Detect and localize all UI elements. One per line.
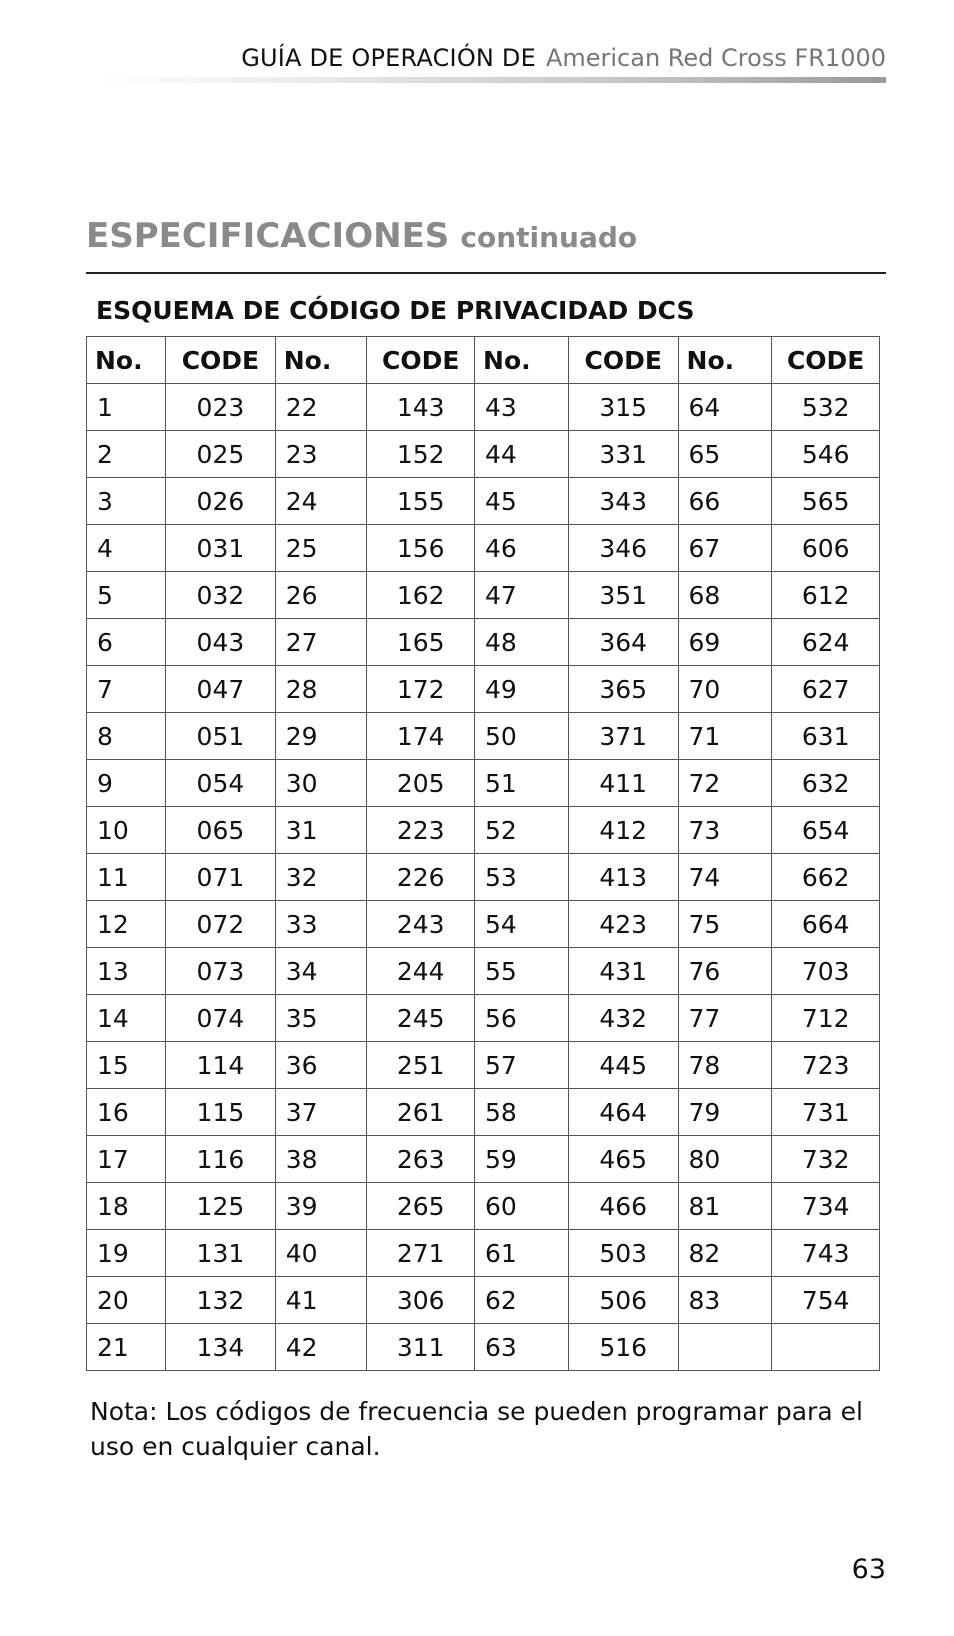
column-header: No. [87,337,166,384]
table-row [87,854,880,901]
code-cell: 114 [166,1042,276,1089]
number-cell: 26 [275,572,367,619]
table-row [87,1089,880,1136]
code-cell: 343 [568,478,678,525]
code-cell: 072 [166,901,276,948]
number-cell: 76 [678,948,772,995]
code-cell: 073 [166,948,276,995]
number-cell: 58 [475,1089,569,1136]
number-cell: 54 [475,901,569,948]
code-cell: 261 [367,1089,475,1136]
number-cell: 33 [275,901,367,948]
number-cell: 57 [475,1042,569,1089]
number-cell: 1 [87,384,166,431]
code-cell: 754 [772,1277,880,1324]
section-divider [86,272,886,274]
section-title: ESPECIFICACIONES [86,216,450,256]
code-cell: 115 [166,1089,276,1136]
table-row [87,1136,880,1183]
code-cell: 371 [568,713,678,760]
number-cell: 80 [678,1136,772,1183]
table-row [87,572,880,619]
number-cell: 20 [87,1277,166,1324]
table-row [87,1230,880,1277]
code-cell: 546 [772,431,880,478]
number-cell: 46 [475,525,569,572]
code-cell: 365 [568,666,678,713]
number-cell: 75 [678,901,772,948]
code-cell: 612 [772,572,880,619]
column-header: No. [275,337,367,384]
number-cell: 70 [678,666,772,713]
table-row [87,384,880,431]
number-cell: 24 [275,478,367,525]
number-cell: 2 [87,431,166,478]
column-header: CODE [772,337,880,384]
number-cell: 31 [275,807,367,854]
number-cell: 48 [475,619,569,666]
number-cell: 36 [275,1042,367,1089]
number-cell: 63 [475,1324,569,1371]
dcs-code-table [86,336,880,1371]
code-cell: 025 [166,431,276,478]
code-cell: 244 [367,948,475,995]
number-cell: 42 [275,1324,367,1371]
number-cell: 66 [678,478,772,525]
code-cell: 065 [166,807,276,854]
code-cell: 071 [166,854,276,901]
code-cell: 423 [568,901,678,948]
table-row [87,431,880,478]
number-cell: 61 [475,1230,569,1277]
code-cell: 432 [568,995,678,1042]
number-cell: 49 [475,666,569,713]
code-cell: 712 [772,995,880,1042]
code-cell: 331 [568,431,678,478]
code-cell: 311 [367,1324,475,1371]
number-cell: 50 [475,713,569,760]
number-cell: 68 [678,572,772,619]
table-row [87,619,880,666]
number-cell: 47 [475,572,569,619]
code-cell: 152 [367,431,475,478]
number-cell: 78 [678,1042,772,1089]
code-cell: 205 [367,760,475,807]
running-header [241,44,886,72]
number-cell: 8 [87,713,166,760]
number-cell: 73 [678,807,772,854]
table-row [87,1277,880,1324]
number-cell: 19 [87,1230,166,1277]
number-cell: 83 [678,1277,772,1324]
code-cell: 346 [568,525,678,572]
code-cell: 364 [568,619,678,666]
number-cell: 35 [275,995,367,1042]
code-cell: 731 [772,1089,880,1136]
number-cell: 28 [275,666,367,713]
table-row [87,760,880,807]
code-cell: 627 [772,666,880,713]
number-cell: 74 [678,854,772,901]
number-cell: 22 [275,384,367,431]
number-cell: 15 [87,1042,166,1089]
number-cell: 10 [87,807,166,854]
code-cell: 723 [772,1042,880,1089]
code-cell: 143 [367,384,475,431]
column-header: CODE [367,337,475,384]
number-cell: 51 [475,760,569,807]
code-cell [772,1324,880,1371]
code-cell: 654 [772,807,880,854]
number-cell: 32 [275,854,367,901]
code-cell: 411 [568,760,678,807]
code-cell: 743 [772,1230,880,1277]
code-cell: 132 [166,1277,276,1324]
number-cell: 65 [678,431,772,478]
code-cell: 466 [568,1183,678,1230]
code-cell: 155 [367,478,475,525]
table-row [87,995,880,1042]
code-cell: 445 [568,1042,678,1089]
table-row [87,666,880,713]
table-row [87,525,880,572]
number-cell: 41 [275,1277,367,1324]
number-cell: 30 [275,760,367,807]
code-cell: 306 [367,1277,475,1324]
number-cell: 71 [678,713,772,760]
code-cell: 125 [166,1183,276,1230]
section-heading [86,216,637,256]
number-cell: 3 [87,478,166,525]
number-cell: 62 [475,1277,569,1324]
number-cell: 64 [678,384,772,431]
code-cell: 134 [166,1324,276,1371]
code-cell: 412 [568,807,678,854]
code-cell: 431 [568,948,678,995]
header-guide-text: GUÍA DE OPERACIÓN DE [241,44,536,72]
number-cell: 18 [87,1183,166,1230]
number-cell: 40 [275,1230,367,1277]
code-cell: 131 [166,1230,276,1277]
number-cell: 16 [87,1089,166,1136]
code-cell: 565 [772,478,880,525]
code-cell: 734 [772,1183,880,1230]
header-product-name: American Red Cross FR1000 [545,44,886,72]
number-cell: 72 [678,760,772,807]
number-cell: 5 [87,572,166,619]
code-cell: 223 [367,807,475,854]
table-title: ESQUEMA DE CÓDIGO DE PRIVACIDAD DCS [96,296,695,325]
code-cell: 243 [367,901,475,948]
code-cell: 606 [772,525,880,572]
number-cell: 52 [475,807,569,854]
number-cell: 34 [275,948,367,995]
column-header: No. [678,337,772,384]
column-header: CODE [568,337,678,384]
number-cell: 29 [275,713,367,760]
number-cell [678,1324,772,1371]
code-cell: 516 [568,1324,678,1371]
code-cell: 703 [772,948,880,995]
code-cell: 464 [568,1089,678,1136]
page-number: 63 [851,1554,886,1585]
number-cell: 81 [678,1183,772,1230]
number-cell: 59 [475,1136,569,1183]
code-cell: 732 [772,1136,880,1183]
number-cell: 67 [678,525,772,572]
number-cell: 60 [475,1183,569,1230]
code-cell: 156 [367,525,475,572]
table-row [87,948,880,995]
code-cell: 054 [166,760,276,807]
number-cell: 37 [275,1089,367,1136]
code-cell: 632 [772,760,880,807]
code-cell: 631 [772,713,880,760]
number-cell: 23 [275,431,367,478]
code-cell: 047 [166,666,276,713]
table-row [87,713,880,760]
code-cell: 245 [367,995,475,1042]
column-header: CODE [166,337,276,384]
code-cell: 413 [568,854,678,901]
code-cell: 506 [568,1277,678,1324]
number-cell: 38 [275,1136,367,1183]
code-cell: 315 [568,384,678,431]
number-cell: 14 [87,995,166,1042]
code-cell: 172 [367,666,475,713]
number-cell: 55 [475,948,569,995]
code-cell: 031 [166,525,276,572]
table-row [87,1183,880,1230]
code-cell: 664 [772,901,880,948]
number-cell: 7 [87,666,166,713]
header-divider [90,77,886,83]
number-cell: 11 [87,854,166,901]
number-cell: 25 [275,525,367,572]
table-header-row [87,337,880,384]
code-cell: 532 [772,384,880,431]
code-cell: 251 [367,1042,475,1089]
section-subtitle: continuado [460,221,638,254]
code-cell: 051 [166,713,276,760]
number-cell: 44 [475,431,569,478]
number-cell: 79 [678,1089,772,1136]
code-cell: 074 [166,995,276,1042]
number-cell: 77 [678,995,772,1042]
number-cell: 53 [475,854,569,901]
table-body [87,384,880,1371]
code-cell: 032 [166,572,276,619]
code-cell: 271 [367,1230,475,1277]
table-row [87,901,880,948]
code-cell: 043 [166,619,276,666]
number-cell: 27 [275,619,367,666]
code-cell: 503 [568,1230,678,1277]
code-cell: 026 [166,478,276,525]
column-header: No. [475,337,569,384]
number-cell: 43 [475,384,569,431]
code-cell: 465 [568,1136,678,1183]
table-row [87,807,880,854]
code-cell: 162 [367,572,475,619]
number-cell: 12 [87,901,166,948]
number-cell: 39 [275,1183,367,1230]
number-cell: 4 [87,525,166,572]
code-cell: 023 [166,384,276,431]
code-cell: 165 [367,619,475,666]
code-cell: 662 [772,854,880,901]
code-cell: 116 [166,1136,276,1183]
table-row [87,1324,880,1371]
code-cell: 226 [367,854,475,901]
number-cell: 69 [678,619,772,666]
code-cell: 351 [568,572,678,619]
number-cell: 45 [475,478,569,525]
table-row [87,478,880,525]
number-cell: 82 [678,1230,772,1277]
footnote: Nota: Los códigos de frecuencia se pueden programar para el uso en cualquier canal. [90,1397,863,1461]
code-cell: 174 [367,713,475,760]
number-cell: 56 [475,995,569,1042]
code-cell: 265 [367,1183,475,1230]
number-cell: 17 [87,1136,166,1183]
number-cell: 6 [87,619,166,666]
table-row [87,1042,880,1089]
code-cell: 624 [772,619,880,666]
number-cell: 9 [87,760,166,807]
code-cell: 263 [367,1136,475,1183]
number-cell: 13 [87,948,166,995]
number-cell: 21 [87,1324,166,1371]
